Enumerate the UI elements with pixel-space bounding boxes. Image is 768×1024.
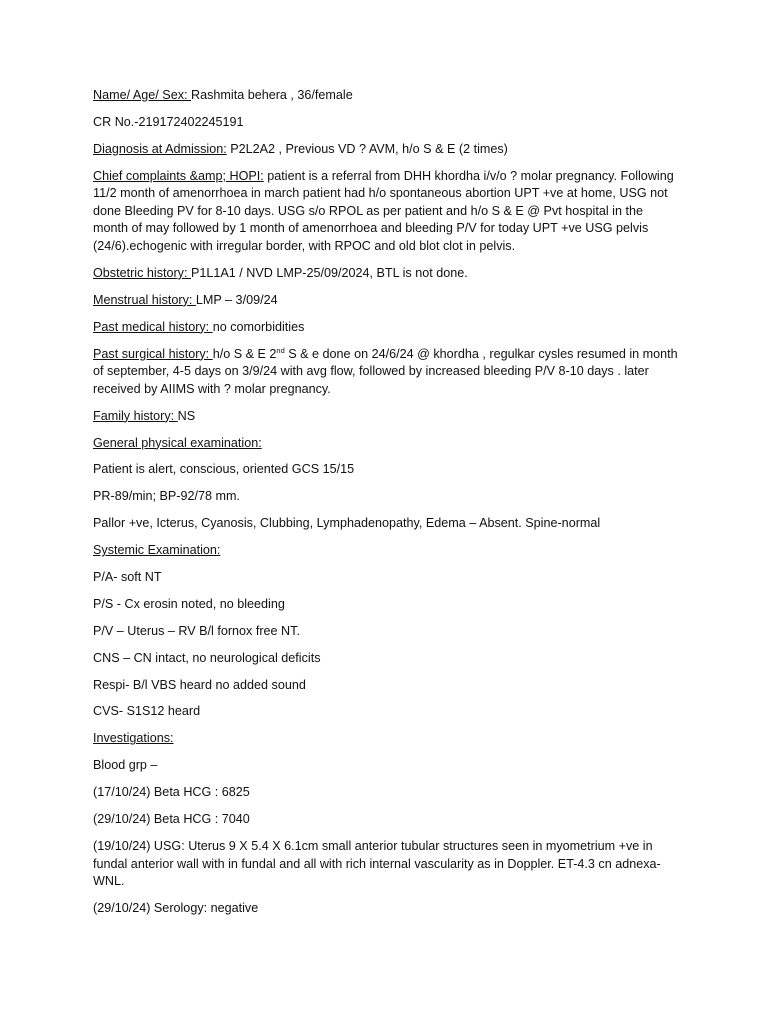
menstrual-history-label: Menstrual history: (93, 292, 196, 307)
systemic-exam-cns: CNS – CN intact, no neurological deficits (93, 650, 321, 665)
menstrual-history (93, 292, 678, 310)
investigations-label: Investigations: (93, 731, 174, 746)
investigation-serology: (29/10/24) Serology: negative (93, 901, 259, 916)
cr-number: CR No.-219172402245191 (93, 114, 244, 129)
systemic-exam-pv: P/V – Uterus – RV B/l fornox free NT. (93, 623, 300, 638)
ordinal-superscript: nd (276, 345, 285, 355)
systemic-exam-cvs: CVS- S1S12 heard (93, 704, 201, 719)
obstetric-history (93, 265, 678, 283)
patient-identity (93, 87, 678, 105)
systemic-exam-label: Systemic Examination: (93, 543, 221, 558)
past-medical-history (93, 319, 678, 337)
general-exam-heading (93, 435, 678, 453)
general-exam-consciousness: Patient is alert, conscious, oriented GCS 15/15 (93, 462, 355, 477)
name-age-sex-value: Rashmita behera , 36/female (191, 88, 353, 102)
past-surgical-history-value-1: h/o S & E 2 (212, 346, 277, 361)
systemic-exam-respi: Respi- B/l VBS heard no added sound (93, 677, 306, 692)
family-history (93, 408, 678, 426)
general-exam-findings: Pallor +ve, Icterus, Cyanosis, Clubbing, Lymphadenopathy, Edema – Absent. Spine-normal (93, 516, 601, 531)
past-surgical-history-value-2: S & e done on 24/6/24 @ khordha , regulkar cysles resumed in month of september, 4-5 days on 3/9/24 with avg flow, followed by increased bleeding P/V 8-10 days . later received by AIIMS with ? molar pregnancy. (93, 346, 678, 396)
past-medical-history-label: Past medical history: (93, 319, 213, 334)
chief-complaints-value: patient is a referral from DHH khordha i/v/o ? molar pregnancy. Following 11/2 month of amenorrhoea in march patient had h/o spontaneous abortion UPT +ve at home, USG not done Bleeding PV for 8-10 days. USG s/o RPOL as per patient and h/o S & E @ Pvt hospital in the month of may followed by 1 month of amenorrhoea and bleeding P/V for today UPT +ve USG pelvis (24/6).echogenic with irregular border, with RPOC and old blot clot in pelvis. (93, 168, 674, 254)
obstetric-history-label: Obstetric history: (93, 265, 191, 280)
name-age-sex-label: Name/ Age/ Sex: (93, 88, 192, 102)
investigations-heading (93, 730, 678, 748)
systemic-exam-heading (93, 542, 678, 560)
case-sheet (93, 87, 678, 927)
past-surgical-history-label: Past surgical history: (93, 346, 213, 361)
diagnosis-label: Diagnosis at Admission: (93, 141, 227, 156)
family-history-label: Family history: (93, 408, 178, 423)
past-surgical-history (93, 346, 678, 399)
diagnosis (93, 141, 678, 159)
diagnosis-value: P2L2A2 , Previous VD ? AVM, h/o S & E (2 times) (226, 141, 508, 156)
menstrual-history-value: LMP – 3/09/24 (195, 292, 278, 307)
investigation-beta-hcg-2: (29/10/24) Beta HCG : 7040 (93, 812, 250, 827)
investigation-blood-group: Blood grp – (93, 758, 158, 773)
family-history-value: NS (177, 408, 196, 423)
obstetric-history-value: P1L1A1 / NVD LMP-25/09/2024, BTL is not done. (190, 265, 468, 280)
past-medical-history-value: no comorbidities (212, 319, 305, 334)
investigation-beta-hcg-1: (17/10/24) Beta HCG : 6825 (93, 785, 250, 800)
systemic-exam-pa: P/A- soft NT (93, 570, 162, 585)
systemic-exam-ps: P/S - Cx erosin noted, no bleeding (93, 596, 285, 611)
general-exam-vitals: PR-89/min; BP-92/78 mm. (93, 489, 240, 504)
chief-complaints (93, 168, 678, 256)
general-exam-label: General physical examination: (93, 435, 262, 450)
investigation-usg: (19/10/24) USG: Uterus 9 X 5.4 X 6.1cm small anterior tubular structures seen in myometrium +ve in fundal anterior wall with in fundal and all with rich internal vascularity as in Doppler. ET-4.3 cn adnexa-WNL. (93, 838, 661, 889)
chief-complaints-label: Chief complaints &amp; HOPI: (93, 168, 264, 183)
